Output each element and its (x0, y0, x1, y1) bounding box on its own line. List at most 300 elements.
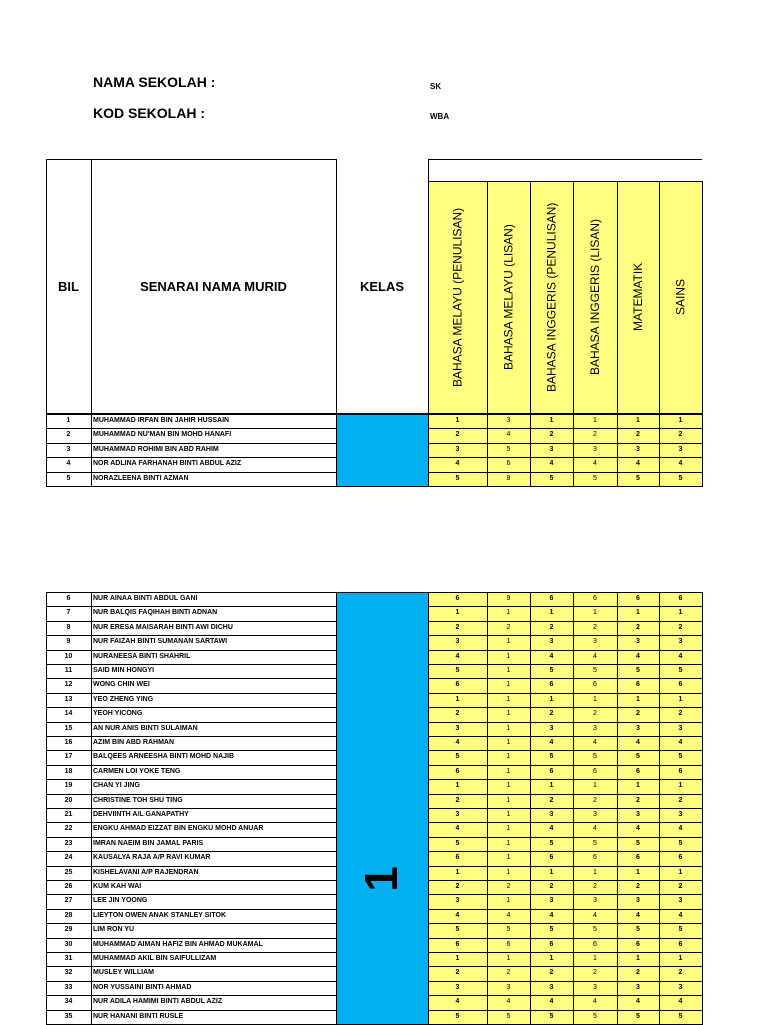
score-cell: 6 (593, 940, 597, 948)
score-cell: 6 (678, 854, 683, 862)
score-cell: 3 (636, 897, 640, 905)
school-name-label: NAMA SEKOLAH : (93, 74, 216, 90)
student-name: NUR ERESA MAISARAH BINTI AWI DICHU (93, 623, 233, 631)
score-cell: 2 (593, 796, 597, 804)
row-border (428, 995, 703, 996)
student-name: AN NUR ANIS BINTI SULAIMAN (93, 724, 198, 732)
subject-header-1: BAHASA MELAYU (PENULISAN) (450, 207, 465, 387)
header-vline (530, 181, 531, 413)
score-cell: 1 (593, 955, 597, 962)
score-cell: 5 (506, 926, 511, 934)
row-border (46, 621, 337, 622)
score-cell: 5 (549, 1012, 554, 1020)
score-cell: 1 (549, 417, 554, 424)
row-border (46, 592, 337, 593)
score-cell: 3 (678, 638, 683, 646)
score-cell: 1 (678, 609, 683, 617)
score-cell: 5 (636, 839, 640, 847)
score-cell: 1 (549, 868, 554, 876)
score-cell: 1 (593, 782, 597, 790)
row-number: 32 (64, 969, 73, 977)
row-border (428, 938, 703, 939)
kelas-column-header: KELAS (359, 279, 405, 294)
score-cell: 1 (678, 782, 683, 790)
score-cell: 5 (549, 474, 554, 482)
score-cell: 2 (549, 796, 554, 804)
row-border (428, 722, 703, 723)
score-cell: 4 (678, 652, 683, 660)
score-cell: 3 (636, 724, 640, 732)
row-border (46, 866, 337, 867)
row-border (46, 678, 337, 679)
row-number: 25 (64, 868, 73, 876)
row-border (46, 837, 337, 838)
column-border (659, 414, 660, 486)
column-border (530, 592, 531, 1024)
score-cell: 1 (455, 868, 460, 876)
score-cell: 2 (549, 883, 554, 890)
score-cell: 1 (549, 609, 554, 617)
score-cell: 5 (549, 667, 554, 674)
row-number: 20 (64, 796, 73, 804)
row-number: 21 (64, 811, 73, 818)
score-cell: 2 (678, 969, 683, 977)
score-cell: 8 (506, 474, 511, 482)
score-cell: 3 (636, 811, 640, 818)
score-cell: 1 (506, 868, 511, 876)
row-number: 33 (64, 983, 73, 991)
score-cell: 1 (636, 955, 640, 962)
score-cell: 1 (506, 724, 511, 732)
row-border (428, 894, 703, 895)
row-border (46, 664, 337, 665)
column-border (487, 414, 488, 486)
score-cell: 3 (593, 445, 597, 453)
row-border (46, 722, 337, 723)
row-border (46, 606, 337, 607)
row-border (46, 808, 337, 809)
score-cell: 1 (506, 796, 511, 804)
score-cell: 1 (549, 955, 554, 962)
score-cell: 1 (455, 955, 460, 962)
score-cell: 5 (455, 753, 460, 761)
row-number: 22 (64, 825, 73, 833)
score-cell: 6 (593, 681, 597, 689)
group-top-border-kelas (336, 592, 428, 593)
student-name: YEO ZHENG YING (93, 695, 154, 703)
column-border (573, 592, 574, 1024)
score-cell: 1 (636, 417, 640, 424)
score-cell: 6 (549, 854, 554, 862)
score-cell: 3 (678, 897, 683, 905)
header-top-border (46, 159, 337, 160)
score-cell: 6 (636, 595, 640, 602)
row-border (46, 894, 337, 895)
score-cell: 6 (506, 940, 511, 948)
score-cell: 6 (678, 767, 683, 775)
column-border (428, 414, 429, 486)
score-cell: 1 (506, 897, 511, 905)
score-cell: 4 (455, 911, 460, 919)
score-cell: 1 (506, 955, 511, 962)
score-cell: 2 (549, 623, 554, 631)
student-name: NORAZLEENA BINTI AZMAN (93, 474, 189, 482)
header-vline (659, 181, 660, 413)
student-name: WONG CHIN WEI (93, 681, 150, 689)
score-cell: 4 (636, 825, 640, 833)
student-name: ENGKU AHMAD EIZZAT BIN ENGKU MOHD ANUAR (93, 825, 264, 833)
score-cell: 5 (678, 926, 683, 934)
score-cell: 3 (678, 724, 683, 732)
header-vline (573, 181, 574, 413)
score-cell: 3 (455, 724, 460, 732)
score-cell: 6 (636, 767, 640, 775)
row-border (428, 808, 703, 809)
column-border (91, 414, 92, 486)
score-cell: 1 (506, 681, 511, 689)
row-border (46, 1010, 337, 1011)
score-cell: 2 (455, 883, 460, 890)
score-cell: 5 (593, 926, 597, 934)
score-cell: 1 (636, 782, 640, 790)
score-cell: 1 (506, 710, 511, 718)
score-cell: 1 (455, 782, 460, 790)
student-name: DEHVIINTH A/L GANAPATHY (93, 811, 189, 818)
score-cell: 3 (593, 638, 597, 646)
score-cell: 9 (506, 595, 511, 602)
row-number: 6 (66, 595, 71, 602)
school-name-value: SK (430, 82, 442, 91)
score-cell: 2 (678, 796, 683, 804)
row-border (428, 472, 703, 473)
column-border (617, 592, 618, 1024)
student-name: CHAN YI JING (93, 782, 140, 790)
row-number: 4 (66, 460, 71, 468)
score-cell: 2 (506, 883, 511, 890)
score-cell: 3 (636, 983, 640, 991)
score-cell: 5 (636, 1012, 640, 1020)
score-cell: 6 (455, 767, 460, 775)
subject-header-4: BAHASA INGGERIS (LISAN) (588, 218, 602, 376)
column-border (702, 592, 703, 1024)
score-cell: 1 (549, 782, 554, 790)
group-1-kelas-cell (337, 414, 428, 486)
column-border (46, 414, 47, 486)
score-cell: 4 (506, 911, 511, 919)
score-cell: 5 (678, 753, 683, 761)
row-number: 18 (64, 767, 73, 775)
row-border (428, 851, 703, 852)
subject-header-2: BAHASA MELAYU (LISAN) (501, 224, 516, 370)
student-name: NUR AINAA BINTI ABDUL GANI (93, 595, 198, 602)
column-border (573, 414, 574, 486)
row-border (428, 765, 703, 766)
student-name: NOR YUSSAINI BINTI AHMAD (93, 983, 192, 991)
score-cell: 3 (549, 897, 554, 905)
row-number: 26 (64, 883, 73, 890)
score-cell: 3 (593, 983, 597, 991)
row-number: 31 (64, 955, 73, 962)
row-border (428, 428, 703, 429)
score-cell: 2 (593, 710, 597, 718)
score-cell: 4 (549, 739, 554, 746)
row-number: 24 (64, 854, 73, 862)
score-cell: 6 (636, 940, 640, 948)
row-border (428, 621, 703, 622)
group-top-border-kelas (336, 414, 428, 415)
score-cell: 1 (506, 782, 511, 790)
score-cell: 2 (549, 969, 554, 977)
score-cell: 6 (549, 767, 554, 775)
row-border (428, 866, 703, 867)
header-top-border-subjects (428, 159, 702, 160)
score-cell: 4 (636, 911, 640, 919)
row-number: 3 (66, 445, 71, 453)
score-cell: 1 (636, 695, 640, 703)
score-cell: 5 (593, 753, 597, 761)
group-2-kelas-cell (337, 592, 428, 1024)
score-cell: 4 (455, 460, 460, 468)
score-cell: 4 (636, 739, 640, 746)
score-cell: 1 (506, 652, 511, 660)
score-cell: 4 (593, 652, 597, 660)
score-cell: 4 (455, 825, 460, 833)
row-border (46, 693, 337, 694)
score-cell: 1 (678, 868, 683, 876)
row-number: 7 (66, 609, 71, 617)
score-cell: 2 (636, 623, 640, 631)
column-border (530, 414, 531, 486)
score-cell: 5 (636, 474, 640, 482)
column-border (336, 592, 337, 1024)
header-vline (91, 159, 92, 413)
score-cell: 4 (636, 652, 640, 660)
student-name: NURANEESA BINTI SHAHRIL (93, 652, 191, 660)
row-border (46, 880, 337, 881)
row-border (46, 428, 337, 429)
score-cell: 1 (506, 667, 511, 674)
score-cell: 1 (506, 638, 511, 646)
score-cell: 1 (593, 695, 597, 703)
row-border (46, 635, 337, 636)
score-cell: 1 (593, 417, 597, 424)
score-cell: 2 (636, 883, 640, 890)
score-cell: 2 (455, 623, 460, 631)
score-cell: 1 (506, 767, 511, 775)
score-cell: 2 (678, 883, 683, 890)
score-cell: 1 (593, 868, 597, 876)
score-cell: 5 (455, 474, 460, 482)
row-number: 14 (64, 710, 73, 718)
row-number: 19 (64, 782, 73, 790)
score-cell: 6 (549, 940, 554, 948)
row-border (46, 457, 337, 458)
score-cell: 6 (593, 767, 597, 775)
row-border (46, 794, 337, 795)
score-cell: 3 (636, 445, 640, 453)
row-number: 10 (64, 652, 73, 660)
student-name: CHRISTINE TOH SHU TING (93, 796, 183, 804)
score-cell: 1 (506, 839, 511, 847)
score-cell: 4 (678, 739, 683, 746)
score-cell: 2 (549, 710, 554, 718)
row-number: 17 (64, 753, 73, 761)
student-name: NUR BALQIS FAQIHAH BINTI ADNAN (93, 609, 218, 617)
score-cell: 4 (636, 460, 640, 468)
score-cell: 5 (593, 839, 597, 847)
score-cell: 5 (678, 839, 683, 847)
header-vline (702, 181, 703, 413)
score-cell: 6 (636, 854, 640, 862)
score-cell: 5 (636, 667, 640, 674)
row-border (46, 938, 337, 939)
score-cell: 6 (455, 681, 460, 689)
score-cell: 3 (549, 724, 554, 732)
score-cell: 5 (678, 667, 683, 674)
column-border (702, 414, 703, 486)
school-code-value: WBA (430, 112, 450, 121)
row-border (428, 678, 703, 679)
student-name: NOR ADLINA FARHANAH BINTI ABDUL AZIZ (93, 460, 242, 468)
score-cell: 3 (455, 983, 460, 991)
student-name: LIEYTON OWEN ANAK STANLEY SITOK (93, 911, 227, 919)
score-cell: 4 (455, 998, 460, 1006)
score-cell: 3 (455, 811, 460, 818)
column-border (336, 414, 337, 486)
row-number: 8 (66, 623, 71, 631)
score-cell: 5 (506, 1012, 511, 1020)
score-cell: 3 (678, 983, 683, 991)
row-border (428, 966, 703, 967)
score-cell: 6 (678, 681, 683, 689)
row-border (46, 650, 337, 651)
row-border (428, 592, 703, 593)
score-cell: 5 (455, 926, 460, 934)
score-cell: 3 (455, 445, 460, 453)
column-border (487, 592, 488, 1024)
score-cell: 1 (678, 417, 683, 424)
student-name: IMRAN NAEIM BIN JAMAL PARIS (93, 839, 204, 847)
row-number: 34 (64, 998, 73, 1006)
score-cell: 1 (506, 695, 511, 703)
score-cell: 4 (678, 825, 683, 833)
score-cell: 2 (506, 969, 511, 977)
score-cell: 6 (506, 460, 511, 468)
score-cell: 6 (549, 595, 554, 602)
row-border (46, 995, 337, 996)
student-name: YEOH YICONG (93, 710, 143, 718)
row-border (428, 923, 703, 924)
student-name: KUM KAH WAI (93, 883, 142, 890)
row-border (46, 707, 337, 708)
score-cell: 3 (506, 983, 511, 991)
header-vline (617, 181, 618, 413)
student-name: SAID MIN HONGYI (93, 667, 155, 674)
score-cell: 3 (506, 417, 511, 424)
score-cell: 4 (455, 739, 460, 746)
row-border (428, 1010, 703, 1011)
column-border (46, 592, 47, 1024)
score-cell: 3 (549, 638, 554, 646)
student-name: LIM RON YU (93, 926, 135, 934)
score-cell: 1 (506, 739, 511, 746)
student-name: MUHAMMAD IRFAN BIN JAHIR HUSSAIN (93, 417, 230, 424)
student-name: BALQEES ARNEESHA BINTI MOHD NAJIB (93, 753, 235, 761)
score-cell: 1 (678, 695, 683, 703)
column-border (91, 592, 92, 1024)
score-cell: 2 (455, 710, 460, 718)
score-cell: 4 (506, 998, 511, 1006)
score-cell: 2 (593, 431, 597, 439)
score-cell: 1 (506, 811, 511, 818)
row-number: 29 (64, 926, 73, 934)
score-cell: 3 (455, 638, 460, 646)
student-name: KISHELAVANI A/P RAJENDRAN (93, 868, 199, 876)
score-cell: 1 (549, 695, 554, 703)
bil-column-header: BIL (58, 279, 79, 294)
score-cell: 4 (678, 998, 683, 1006)
student-name: CARMEN LOI YOKE TENG (93, 767, 181, 775)
score-cell: 1 (506, 609, 511, 617)
column-border (659, 592, 660, 1024)
score-cell: 5 (506, 445, 511, 453)
row-number: 13 (64, 695, 73, 703)
row-border (46, 923, 337, 924)
score-cell: 3 (636, 638, 640, 646)
score-cell: 1 (506, 825, 511, 833)
row-border (428, 650, 703, 651)
score-cell: 3 (593, 724, 597, 732)
score-cell: 2 (455, 969, 460, 977)
score-cell: 2 (593, 623, 597, 631)
row-number: 2 (66, 431, 71, 439)
score-cell: 6 (455, 940, 460, 948)
score-cell: 2 (678, 431, 683, 439)
score-cell: 2 (636, 796, 640, 804)
score-cell: 6 (455, 595, 460, 602)
score-cell: 4 (549, 652, 554, 660)
score-cell: 4 (549, 825, 554, 833)
row-number: 15 (64, 724, 73, 732)
score-cell: 2 (455, 431, 460, 439)
row-border (428, 443, 703, 444)
score-cell: 5 (593, 1012, 597, 1020)
row-border (428, 707, 703, 708)
score-cell: 4 (593, 911, 597, 919)
score-cell: 5 (636, 926, 640, 934)
score-cell: 5 (636, 753, 640, 761)
group-bottom-border-kelas (336, 486, 428, 487)
row-border (428, 822, 703, 823)
score-cell: 4 (636, 998, 640, 1006)
score-cell: 6 (455, 854, 460, 862)
row-border (428, 750, 703, 751)
row-border (428, 635, 703, 636)
row-border (46, 750, 337, 751)
score-cell: 4 (593, 825, 597, 833)
score-cell: 4 (455, 652, 460, 660)
score-cell: 6 (593, 595, 597, 602)
score-cell: 4 (549, 460, 554, 468)
row-border (428, 952, 703, 953)
row-border (46, 736, 337, 737)
score-cell: 3 (593, 897, 597, 905)
row-border (428, 606, 703, 607)
row-border (46, 443, 337, 444)
row-number: 1 (66, 417, 71, 424)
row-number: 35 (64, 1012, 73, 1020)
kelas-marker: 1 (354, 866, 407, 892)
